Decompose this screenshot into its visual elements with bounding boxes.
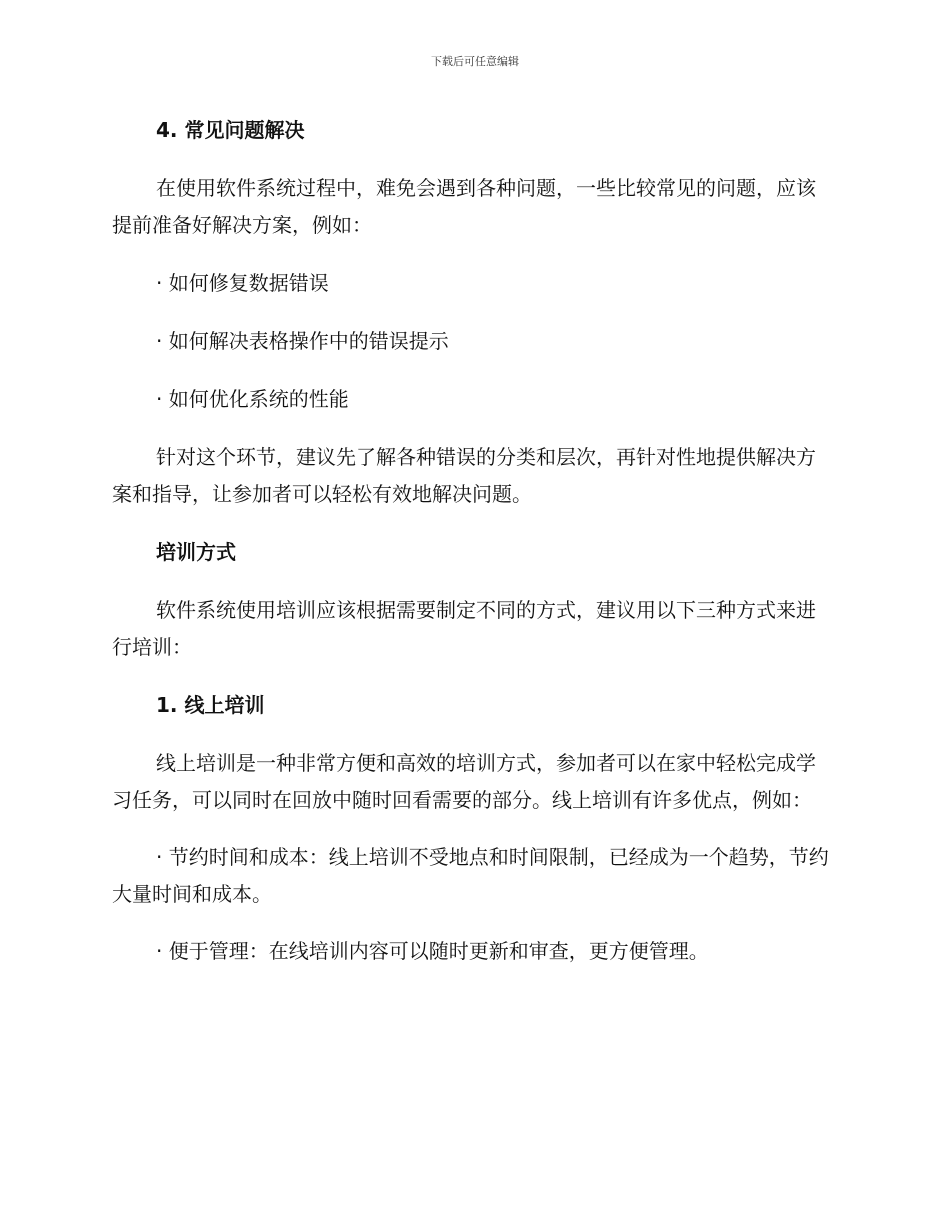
list-item: · 如何解决表格操作中的错误提示 [156,329,449,353]
list-item: · 如何修复数据错误 [156,271,329,295]
list-item: · 节约时间和成本：线上培训不受地点和时间限制，已经成为一个趋势，节约大量时间和成本。 [112,845,829,906]
section-heading-training-methods: 培训方式 [156,540,236,564]
document-body [112,112,834,970]
paragraph-methods-intro: 软件系统使用培训应该根据需要制定不同的方式，建议用以下三种方式来进行培训： [112,598,816,659]
paragraph-issues-intro: 在使用软件系统过程中，难免会遇到各种问题，一些比较常见的问题，应该提前准备好解决方案，例如： [112,176,816,237]
section-heading-online-training: 1. 线上培训 [156,693,265,717]
section-heading-common-issues: 4. 常见问题解决 [156,118,305,142]
list-item: · 如何优化系统的性能 [156,387,349,411]
list-item: · 便于管理：在线培训内容可以随时更新和审查，更方便管理。 [156,939,709,963]
page-header: 下载后可任意编辑 [431,55,519,68]
paragraph-online-intro: 线上培训是一种非常方便和高效的培训方式，参加者可以在家中轻松完成学习任务，可以同时在回放中随时回看需要的部分。线上培训有许多优点，例如： [112,751,816,812]
paragraph-issues-advice: 针对这个环节，建议先了解各种错误的分类和层次，再针对性地提供解决方案和指导，让参加者可以轻松有效地解决问题。 [112,445,816,506]
